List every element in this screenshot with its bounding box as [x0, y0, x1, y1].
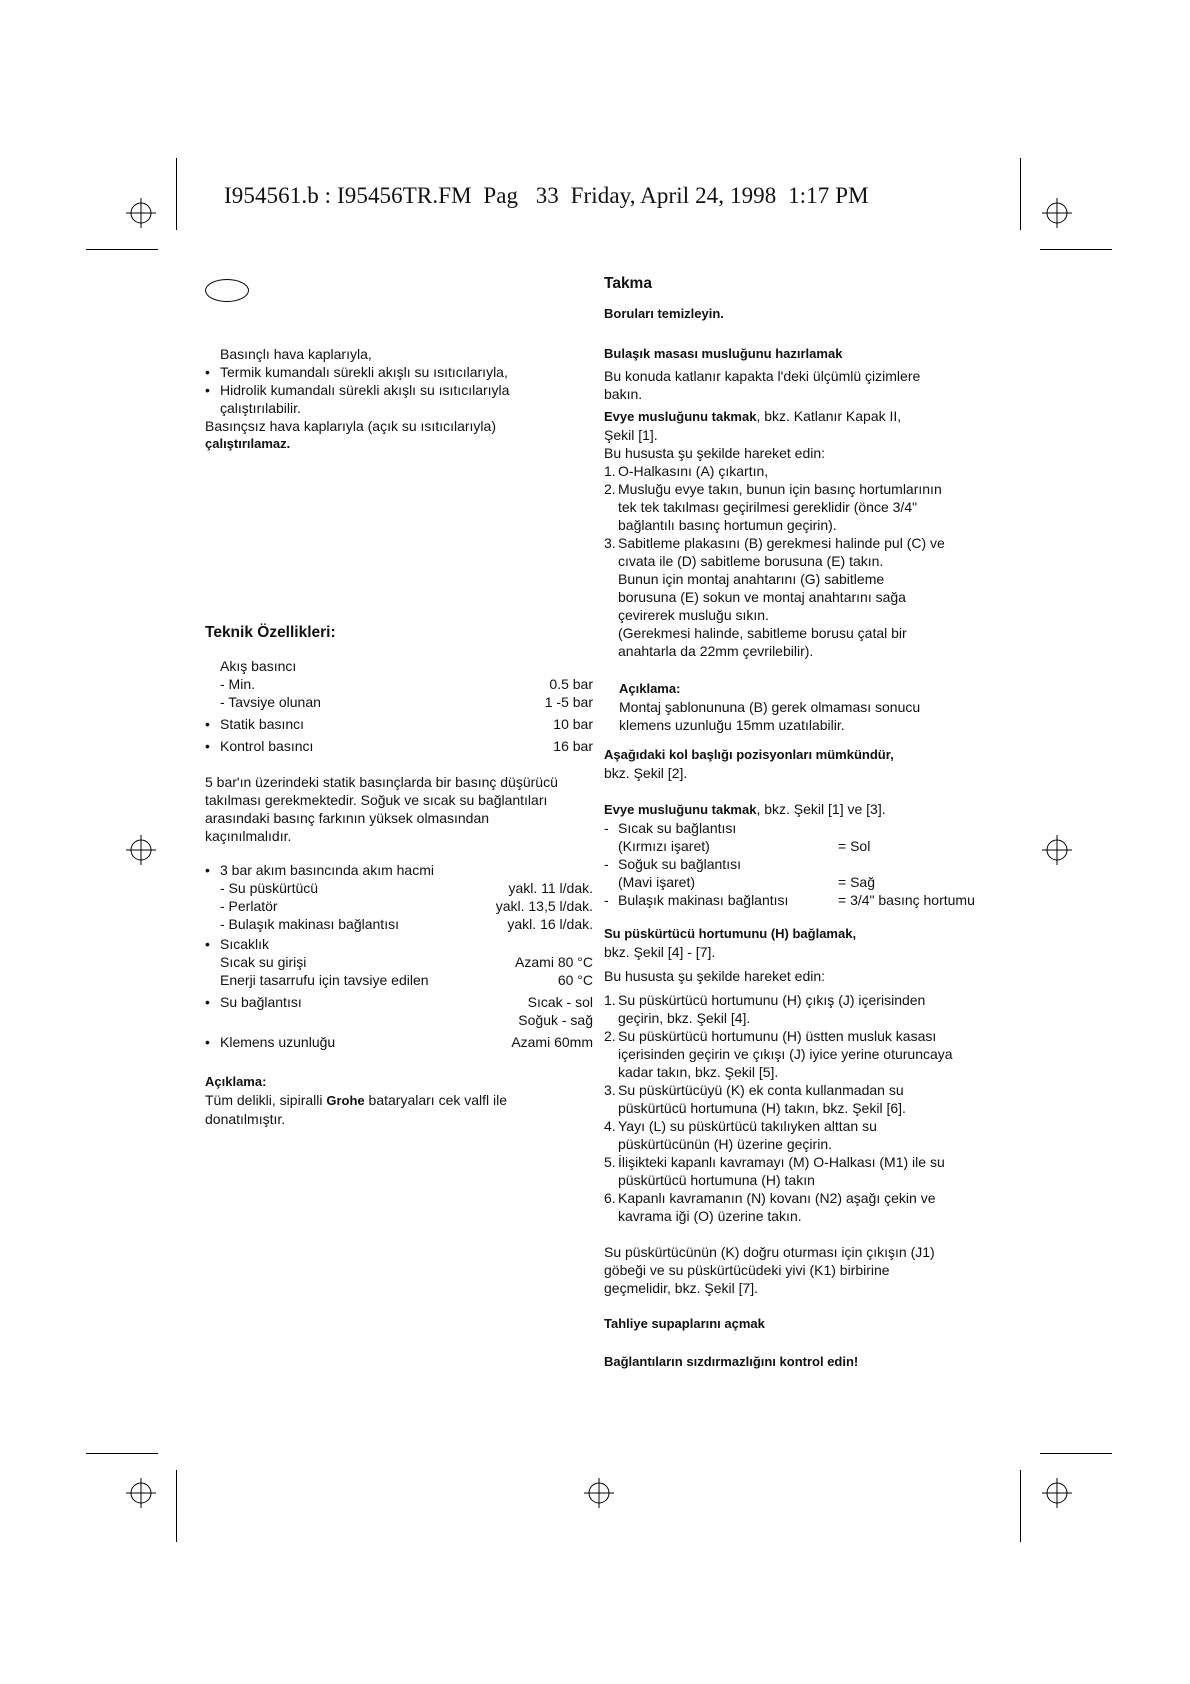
- step-line: geçirin, bkz. Şekil [4].: [618, 1010, 751, 1026]
- step-line: (Gerekmesi halinde, sabitleme borusu çatal bir: [618, 625, 907, 641]
- crop-mark: [86, 249, 158, 250]
- step-line: kavrama iği (O) üzerine takın.: [618, 1208, 802, 1224]
- spec-row: [205, 715, 593, 733]
- crop-mark: [1040, 1453, 1112, 1454]
- crop-mark: [86, 1453, 158, 1454]
- note-title: Açıklama:: [205, 1074, 267, 1089]
- note-line: donatılmıştır.: [205, 1111, 286, 1127]
- tech-title: Teknik Özellikleri:: [205, 624, 336, 641]
- temp-label: • Sıcaklık: [205, 935, 593, 953]
- connection-row: [604, 819, 984, 837]
- step-number: 4.: [604, 1118, 616, 1134]
- connection-label: Sıcak su bağlantısı: [618, 820, 737, 836]
- step-line: Su püskürtücüyü (K) ek conta kullanmadan su: [618, 1082, 904, 1098]
- lever-positions: Aşağıdaki kol başlığı pozisyonları mümkündür,: [604, 747, 894, 762]
- connection-label: Soğuk su bağlantısı: [618, 856, 741, 872]
- spec-label: Sıcak su girişi: [220, 954, 307, 970]
- install2-rest: , bkz. Şekil [1] ve [3].: [756, 801, 886, 817]
- intro-bullet: • Hidrolik kumandalı sürekli akışlı su ısıtıcılarıyla: [205, 381, 593, 399]
- drain-title: Tahliye supaplarını açmak: [604, 1316, 765, 1331]
- final-line: göbeği ve su püskürtücüdeki yivi (K1) birbirine: [604, 1262, 890, 1278]
- prep-text: bakın.: [604, 386, 643, 402]
- spec-label: • Su bağlantısı: [205, 993, 302, 1011]
- dash: -: [604, 856, 609, 872]
- note-line: arasındaki basınç farkının yüksek olmasından: [205, 810, 490, 826]
- final-line: Su püskürtücünün (K) doğru oturması için çıkışın (J1): [604, 1244, 935, 1260]
- spec-label: - Su püskürtücü: [220, 880, 319, 896]
- step-item: [604, 1027, 984, 1081]
- crop-mark: [176, 1470, 177, 1542]
- step-item: [604, 480, 984, 534]
- step-number: 5.: [604, 1154, 616, 1170]
- hose-ref: bkz. Şekil [4] - [7].: [604, 944, 716, 960]
- step-item: [604, 1153, 984, 1189]
- tech-specs: [205, 624, 593, 1128]
- spec-row: [205, 675, 593, 693]
- final-text: [604, 1243, 984, 1297]
- flow-volume: [205, 861, 593, 1051]
- step-item: [604, 1081, 984, 1117]
- step-line: anahtarla da 22mm çevrilebilir).: [618, 643, 814, 659]
- spec-value: Azami 60mm: [511, 1034, 593, 1050]
- spec-label: - Tavsiye olunan: [220, 694, 321, 710]
- connection-row: [604, 891, 984, 909]
- spec-value: 60 °C: [557, 972, 593, 988]
- spec-label: - Bulaşık makinası bağlantısı: [220, 916, 399, 932]
- page-header: I954561.b : I95456TR.FM Pag 33 Friday, April 24, 1998 1:17 PM: [224, 183, 869, 208]
- install2-bold: Evye musluğunu takmak: [604, 802, 757, 817]
- crop-mark: [176, 158, 177, 230]
- connection-list: [604, 819, 984, 909]
- spec-value: Sıcak - sol: [527, 994, 593, 1010]
- steps-list: [604, 462, 984, 660]
- spec-label: Enerji tasarrufu için tavsiye edilen: [220, 972, 429, 988]
- step-line: püskürtücü hortumuna (H) takın, bkz. Şekil [6].: [618, 1100, 906, 1116]
- step-line: püskürtücü hortumuna (H) takın: [618, 1172, 815, 1188]
- spec-row: [205, 897, 593, 915]
- flow-volume-label: • 3 bar akım basıncında akım hacmi: [205, 861, 593, 879]
- spec-value: Soğuk - sağ: [518, 1012, 593, 1028]
- registration-mark-icon: [126, 1478, 156, 1508]
- right-column: [604, 275, 984, 1371]
- registration-mark-icon: [1042, 1478, 1072, 1508]
- dash: -: [604, 892, 609, 908]
- step-number: 3.: [604, 1082, 616, 1098]
- step-item: [604, 462, 984, 480]
- spec-value: 1 -5 bar: [544, 694, 593, 710]
- step-item: [604, 1117, 984, 1153]
- step-line: Kapanlı kavramanın (N) kovanı (N2) aşağı çekin ve: [618, 1190, 936, 1206]
- connection-value: = Sağ: [838, 874, 875, 890]
- spec-label: • Klemens uzunluğu: [205, 1033, 335, 1051]
- proceed-text: Bu hususta şu şekilde hareket edin:: [604, 445, 826, 461]
- flow-label: Akış basıncı: [220, 658, 297, 674]
- install-line: Şekil [1].: [604, 427, 658, 443]
- step-line: Sabitleme plakasını (B) gerekmesi halinde pul (C) ve: [618, 535, 945, 551]
- step-line: Bunun için montaj anahtarını (G) sabitleme: [618, 571, 885, 587]
- spec-value: 10 bar: [553, 716, 593, 732]
- intro-line: çalıştırılabilir.: [220, 400, 301, 416]
- connection-row: [604, 855, 984, 873]
- note-title: Açıklama:: [619, 681, 681, 696]
- crop-mark: [1020, 158, 1021, 230]
- registration-mark-icon: [1042, 835, 1072, 865]
- step-number: 2.: [604, 1028, 616, 1044]
- spec-row: [205, 737, 593, 755]
- prep-title: Bulaşık masası musluğunu hazırlamak: [604, 346, 843, 361]
- note-text: bataryaları cek valfl ile: [364, 1092, 508, 1108]
- spec-value: 16 bar: [553, 738, 593, 754]
- step-number: 3.: [604, 535, 616, 551]
- step-line: Yayı (L) su püskürtücü takılıyken alttan su: [618, 1118, 877, 1134]
- connection-value: = Sol: [838, 838, 871, 854]
- step-line: borusuna (E) sokun ve montaj anahtarını sağa: [618, 589, 906, 605]
- crop-mark: [1040, 249, 1112, 250]
- connection-row: [604, 837, 984, 855]
- spec-value: yakl. 13,5 l/dak.: [495, 898, 593, 914]
- prep-text: Bu konuda katlanır kapakta l'deki ülçümlü çizimlere: [604, 368, 921, 384]
- left-note: [205, 1073, 593, 1128]
- spec-row: [205, 993, 593, 1011]
- connection-value: = 3/4" basınç hortumu: [838, 892, 975, 908]
- lever-ref: bkz. Şekil [2].: [604, 765, 688, 781]
- connection-label: Bulaşık makinası bağlantısı: [618, 892, 789, 908]
- step-line: kadar takın, bkz. Şekil [5].: [618, 1064, 779, 1080]
- intro-line-bold: çalıştırılamaz.: [205, 436, 291, 451]
- spec-label: - Min.: [220, 676, 255, 692]
- note-line: kaçınılmalıdır.: [205, 828, 292, 844]
- note-line: takılması gerekmektedir. Soğuk ve sıcak su bağlantıları: [205, 792, 548, 808]
- spec-label: • Statik basıncı: [205, 715, 304, 733]
- note-line: [205, 1091, 593, 1110]
- right-note: [604, 680, 984, 734]
- step-line: bağlantılı basınç hortumun geçirin).: [618, 517, 837, 533]
- registration-mark-icon: [1042, 198, 1072, 228]
- spec-label: • Kontrol basıncı: [205, 737, 313, 755]
- step-number: 1.: [604, 992, 616, 1008]
- step-number: 1.: [604, 463, 616, 479]
- install-rest: , bkz. Katlanır Kapak II,: [756, 408, 902, 424]
- dash: -: [604, 820, 609, 836]
- spec-row: [205, 879, 593, 897]
- step-line: cıvata ile (D) sabitleme borusuna (E) takın.: [618, 553, 884, 569]
- step-line: O-Halkasını (A) çıkartın,: [618, 463, 769, 479]
- spec-row: [205, 915, 593, 933]
- spec-label: - Perlatör: [220, 898, 278, 914]
- spec-row: [205, 693, 593, 711]
- step-line: İlişikteki kapanlı kavramayı (M) O-Halkası (M1) ile su: [618, 1154, 945, 1170]
- connection-row: [604, 873, 984, 891]
- spec-value: Azami 80 °C: [515, 954, 593, 970]
- intro-line: Basınçlı hava kaplarıyla,: [220, 346, 372, 362]
- step-item: [604, 991, 984, 1027]
- note-line: klemens uzunluğu 15mm uzatılabilir.: [619, 717, 845, 733]
- section-title: Takma: [604, 275, 652, 292]
- install-bold: Evye musluğunu takmak: [604, 409, 757, 424]
- step-line: Musluğu evye takın, bunun için basınç hortumlarının: [618, 481, 942, 497]
- crop-mark: [1020, 1470, 1021, 1542]
- spec-row: [205, 953, 593, 971]
- step-line: tek tek takılması geçirilmesi gereklidir (önce 3/4": [618, 499, 918, 515]
- step-item: [604, 534, 984, 660]
- note-text: Tüm delikli, sipiralli: [205, 1092, 327, 1108]
- note-line: 5 bar'ın üzerindeki statik basınçlarda bir basınç düşürücü: [205, 774, 558, 790]
- final-line: geçmelidir, bkz. Şekil [7].: [604, 1280, 759, 1296]
- registration-mark-icon: [126, 835, 156, 865]
- step-line: püskürtücünün (H) üzerine geçirin.: [618, 1136, 832, 1152]
- intro-line: Basınçsız hava kaplarıyla (açık su ısıtıcılarıyla): [205, 418, 496, 434]
- step-line: çevirerek musluğu sıkın.: [618, 607, 769, 623]
- step-number: 6.: [604, 1190, 616, 1206]
- leak-check-title: Bağlantıların sızdırmazlığını kontrol edin!: [604, 1354, 859, 1369]
- note-line: Montaj şablonununa (B) gerek olmaması sonucu: [619, 699, 921, 715]
- clean-pipes: Boruları temizleyin.: [604, 306, 724, 321]
- spec-row: [205, 1011, 593, 1029]
- install-line: [604, 407, 984, 426]
- step-line: içerisinden geçirin ve çıkışı (J) iyice yerine oturuncaya: [618, 1046, 953, 1062]
- intro-bullet: • Termik kumandalı sürekli akışlı su ısıtıcılarıyla,: [205, 363, 593, 381]
- spec-value: yakl. 16 l/dak.: [507, 916, 593, 932]
- step-line: Su püskürtücü hortumunu (H) üstten musluk kasası: [618, 1028, 937, 1044]
- step-number: 2.: [604, 481, 616, 497]
- registration-mark-icon: [126, 198, 156, 228]
- step-item: [604, 1189, 984, 1225]
- hose-title: Su püskürtücü hortumunu (H) bağlamak,: [604, 926, 857, 941]
- steps2-list: [604, 991, 984, 1225]
- step-line: Su püskürtücü hortumunu (H) çıkış (J) içerisinden: [618, 992, 926, 1008]
- connection-label: (Mavi işaret): [618, 874, 696, 890]
- spec-row: [205, 1033, 593, 1051]
- left-column: [205, 345, 593, 453]
- pressure-note: [205, 773, 593, 845]
- spec-value: yakl. 11 l/dak.: [508, 880, 593, 896]
- proceed-text: Bu hususta şu şekilde hareket edin:: [604, 968, 826, 984]
- connection-label: (Kırmızı işaret): [618, 838, 710, 854]
- spec-value: 0.5 bar: [549, 676, 593, 692]
- brand-name: Grohe: [326, 1093, 365, 1108]
- language-badge-oval: [205, 279, 249, 302]
- install2-line: [604, 800, 984, 819]
- spec-row: [205, 971, 593, 989]
- registration-mark-icon: [584, 1478, 614, 1508]
